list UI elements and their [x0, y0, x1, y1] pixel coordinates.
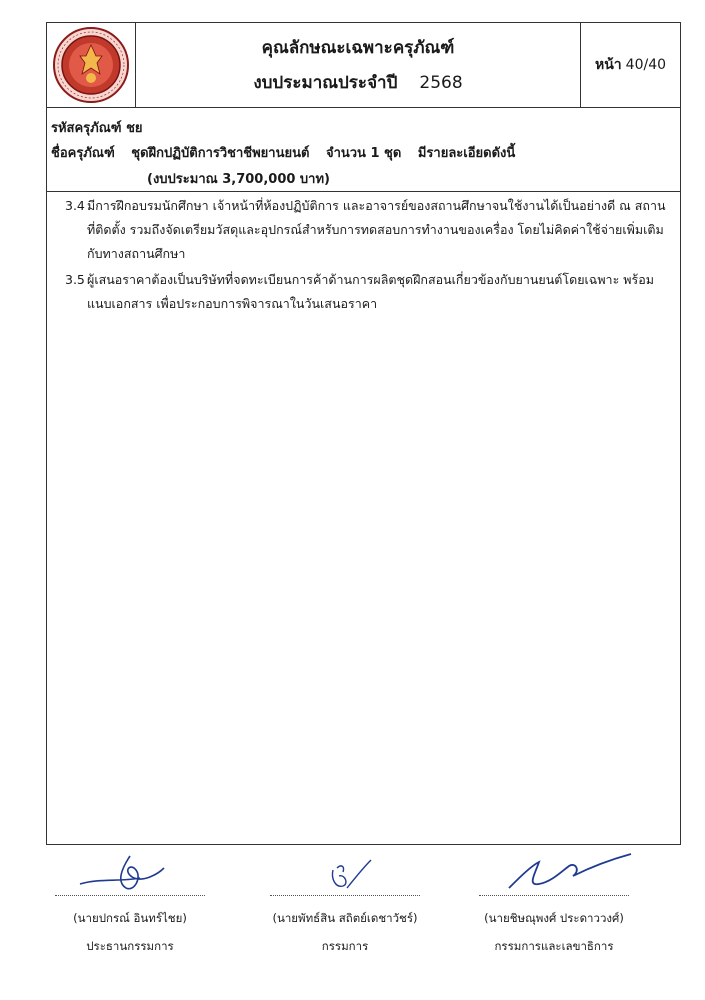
page-number: 40/40	[625, 57, 667, 73]
handwritten-signature	[275, 848, 415, 894]
signature-block-secretary	[464, 848, 644, 956]
document-title: คุณลักษณะเฉพาะครุภัณฑ์	[261, 38, 455, 58]
signer-name: (นายชิษณุพงศ์ ประดาววงศ์)	[484, 911, 624, 925]
page-number-cell	[581, 23, 680, 107]
spec-item-number: 3.4	[65, 198, 85, 213]
signature-block-member	[255, 848, 435, 956]
signer-name: (นายพัทธ์สิน สถิตย์เดชาวัชร์)	[272, 911, 418, 925]
equipment-name-label: ชื่อครุภัณฑ์	[51, 146, 115, 161]
detail-note: มีรายละเอียดดังนี้	[417, 146, 516, 161]
equipment-name: ชุดฝึกปฏิบัติการวิชาชีพยานยนต์	[131, 146, 310, 161]
logo-cell	[47, 23, 136, 107]
signature-line	[55, 894, 205, 896]
signer-name: (นายปกรณ์ อินทร์ไชย)	[73, 911, 187, 925]
signature-block-chair	[40, 848, 220, 956]
budget-amount: (งบประมาณ 3,700,000 บาท)	[147, 172, 330, 187]
equipment-code: รหัสครุภัณฑ์ ชย	[51, 121, 143, 136]
signer-role: ประธานกรรมการ	[86, 939, 174, 953]
budget-year: 2568	[419, 73, 463, 93]
page-label: หน้า	[594, 57, 622, 73]
budget-year-label: งบประมาณประจำปี	[253, 73, 398, 93]
handwritten-signature	[60, 848, 200, 894]
handwritten-signature	[469, 848, 639, 894]
equipment-name-row	[51, 142, 527, 163]
spec-item-text: มีการฝึกอบรมนักศึกษา เจ้าหน้าที่ห้องปฏิบัติการ และอาจารย์ของสถานศึกษาจนใช้งานได้เป็นอย่างดี ณ สถานที่ติดตั้ง รวมถึงจัดเตรียมวัสดุและอุปกรณ์สำหรับการทดสอบการทำงานของเครื่อง โดยไม่คิดค่าใช้จ่ายเพิ่มเติมกับทางสถานศึกษา	[87, 198, 666, 261]
title-cell	[136, 23, 581, 107]
equipment-info	[46, 108, 681, 192]
vocational-education-commission-seal-icon	[52, 26, 130, 104]
specification-content	[46, 192, 681, 845]
signature-line	[270, 894, 420, 896]
signature-line	[479, 894, 629, 896]
signer-role: กรรมการและเลขาธิการ	[494, 939, 614, 953]
equipment-quantity: จำนวน 1 ชุด	[325, 146, 402, 161]
signer-role: กรรมการ	[321, 939, 369, 953]
spec-item-number: 3.5	[65, 272, 85, 287]
header-table	[46, 22, 681, 108]
spec-item-text: ผู้เสนอราคาต้องเป็นบริษัทที่จดทะเบียนการค้าด้านการผลิตชุดฝึกสอนเกี่ยวข้องกับยานยนต์โดยเฉพาะ พร้อมแนบเอกสาร เพื่อประกอบการพิจารณาในวันเสนอราคา	[87, 272, 654, 311]
document-subtitle	[253, 69, 462, 96]
